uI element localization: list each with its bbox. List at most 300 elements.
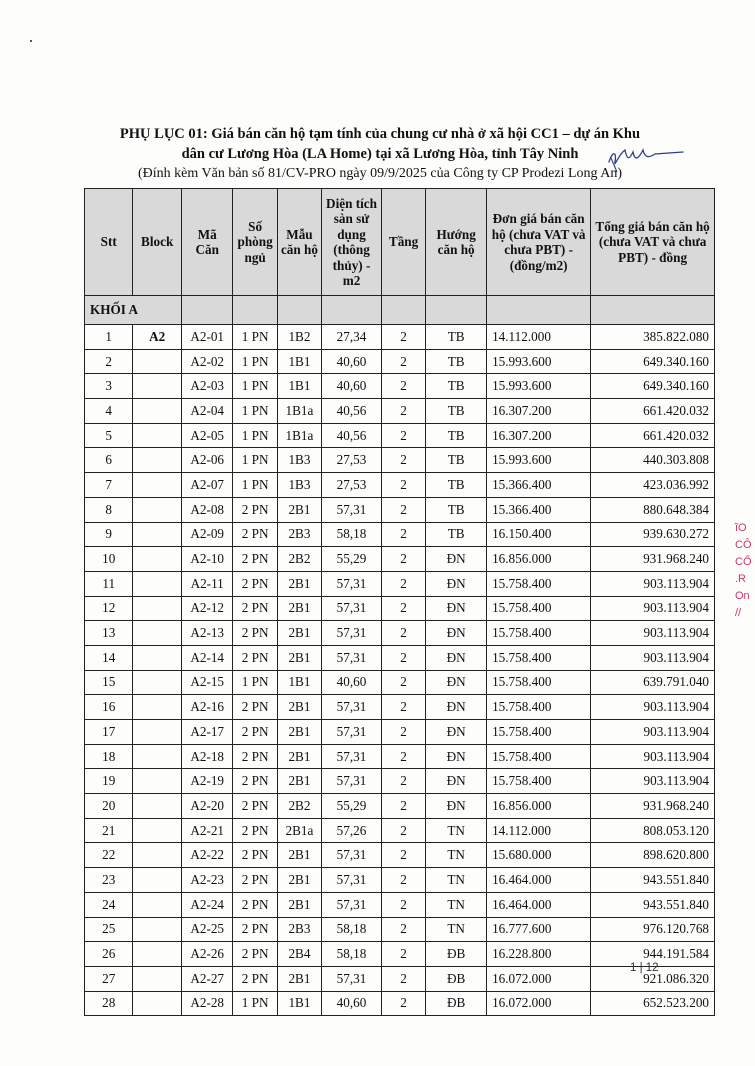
cell-dien-tich: 57,31 xyxy=(322,497,382,522)
cell-so-phong: 2 PN xyxy=(233,818,277,843)
cell-huong: ĐN xyxy=(426,645,487,670)
cell-block xyxy=(133,695,181,720)
cell-mau-can: 2B2 xyxy=(277,794,321,819)
title-line-1: PHỤ LỤC 01: Giá bán căn hộ tạm tính của chung cư nhà ở xã hội CC1 – dự án Khu xyxy=(119,126,641,142)
cell-stt: 27 xyxy=(85,966,133,991)
table-row xyxy=(85,818,715,843)
cell-stt: 4 xyxy=(85,399,133,424)
cell-dien-tich: 40,56 xyxy=(322,423,382,448)
cell-dien-tich: 57,31 xyxy=(322,868,382,893)
cell-so-phong: 2 PN xyxy=(233,917,277,942)
cell-tong-gia: 808.053.120 xyxy=(591,818,715,843)
cell-dien-tich: 27,53 xyxy=(322,448,382,473)
cell-ma-can: A2-24 xyxy=(181,892,233,917)
cell-stt: 1 xyxy=(85,325,133,350)
cell-block xyxy=(133,744,181,769)
cell-ma-can: A2-28 xyxy=(181,991,233,1016)
cell-stt: 23 xyxy=(85,868,133,893)
cell-ma-can: A2-01 xyxy=(181,325,233,350)
table-row xyxy=(85,744,715,769)
cell-mau-can: 2B1 xyxy=(277,720,321,745)
cell-tang: 2 xyxy=(381,769,425,794)
cell-block xyxy=(133,892,181,917)
cell-stt: 7 xyxy=(85,473,133,498)
cell-so-phong: 2 PN xyxy=(233,621,277,646)
cell-don-gia: 16.777.600 xyxy=(487,917,591,942)
cell-stt: 22 xyxy=(85,843,133,868)
cell-ma-can: A2-11 xyxy=(181,571,233,596)
cell-block xyxy=(133,596,181,621)
cell-tong-gia: 639.791.040 xyxy=(591,670,715,695)
header-dien-tich: Diện tích sàn sử dụng (thông thủy) - m2 xyxy=(322,189,382,296)
cell-huong: TN xyxy=(426,818,487,843)
scan-speck xyxy=(30,40,32,42)
cell-so-phong: 2 PN xyxy=(233,769,277,794)
cell-dien-tich: 40,60 xyxy=(322,349,382,374)
page-number: 1 | 12 xyxy=(630,962,659,974)
cell-don-gia: 15.758.400 xyxy=(487,769,591,794)
cell-don-gia: 15.758.400 xyxy=(487,670,591,695)
cell-tang: 2 xyxy=(381,423,425,448)
cell-tang: 2 xyxy=(381,473,425,498)
cell-dien-tich: 57,31 xyxy=(322,843,382,868)
cell-ma-can: A2-09 xyxy=(181,522,233,547)
cell-don-gia: 15.758.400 xyxy=(487,571,591,596)
table-row xyxy=(85,621,715,646)
cell-ma-can: A2-10 xyxy=(181,547,233,572)
cell-stt: 17 xyxy=(85,720,133,745)
cell-ma-can: A2-14 xyxy=(181,645,233,670)
cell-block: A2 xyxy=(133,325,181,350)
cell-block xyxy=(133,917,181,942)
cell-tong-gia: 903.113.904 xyxy=(591,645,715,670)
cell-huong: ĐB xyxy=(426,942,487,967)
cell-ma-can: A2-06 xyxy=(181,448,233,473)
cell-huong: ĐN xyxy=(426,571,487,596)
header-mau-can: Mẫu căn hộ xyxy=(277,189,321,296)
cell-tong-gia: 903.113.904 xyxy=(591,720,715,745)
cell-stt: 24 xyxy=(85,892,133,917)
cell-so-phong: 2 PN xyxy=(233,596,277,621)
section-label: KHỐI A xyxy=(85,296,182,325)
cell-don-gia: 15.993.600 xyxy=(487,448,591,473)
cell-so-phong: 2 PN xyxy=(233,868,277,893)
cell-dien-tich: 57,31 xyxy=(322,769,382,794)
cell-so-phong: 1 PN xyxy=(233,991,277,1016)
cell-block xyxy=(133,547,181,572)
cell-dien-tich: 40,60 xyxy=(322,374,382,399)
cell-dien-tich: 57,31 xyxy=(322,571,382,596)
cell-mau-can: 2B1 xyxy=(277,596,321,621)
cell-ma-can: A2-27 xyxy=(181,966,233,991)
cell-don-gia: 16.464.000 xyxy=(487,868,591,893)
cell-don-gia: 16.072.000 xyxy=(487,991,591,1016)
cell-tang: 2 xyxy=(381,349,425,374)
cell-don-gia: 15.758.400 xyxy=(487,695,591,720)
table-row xyxy=(85,991,715,1016)
cell-block xyxy=(133,349,181,374)
cell-so-phong: 1 PN xyxy=(233,473,277,498)
cell-mau-can: 2B1 xyxy=(277,769,321,794)
cell-tang: 2 xyxy=(381,966,425,991)
cell-block xyxy=(133,843,181,868)
table-row xyxy=(85,349,715,374)
header-block: Block xyxy=(133,189,181,296)
table-row xyxy=(85,868,715,893)
cell-mau-can: 2B3 xyxy=(277,917,321,942)
cell-mau-can: 2B1 xyxy=(277,571,321,596)
cell-so-phong: 2 PN xyxy=(233,645,277,670)
cell-stt: 6 xyxy=(85,448,133,473)
cell-so-phong: 1 PN xyxy=(233,423,277,448)
cell-dien-tich: 57,31 xyxy=(322,621,382,646)
table-row xyxy=(85,670,715,695)
cell-block xyxy=(133,645,181,670)
cell-dien-tich: 57,31 xyxy=(322,720,382,745)
cell-don-gia: 15.993.600 xyxy=(487,374,591,399)
cell-stt: 9 xyxy=(85,522,133,547)
cell-don-gia: 16.856.000 xyxy=(487,547,591,572)
cell-huong: TB xyxy=(426,349,487,374)
header-huong: Hướng căn hộ xyxy=(426,189,487,296)
cell-don-gia: 15.758.400 xyxy=(487,744,591,769)
cell-don-gia: 14.112.000 xyxy=(487,325,591,350)
cell-mau-can: 2B4 xyxy=(277,942,321,967)
cell-don-gia: 16.150.400 xyxy=(487,522,591,547)
cell-don-gia: 16.072.000 xyxy=(487,966,591,991)
cell-don-gia: 15.758.400 xyxy=(487,720,591,745)
cell-tang: 2 xyxy=(381,942,425,967)
cell-so-phong: 2 PN xyxy=(233,892,277,917)
cell-so-phong: 1 PN xyxy=(233,349,277,374)
cell-so-phong: 1 PN xyxy=(233,374,277,399)
table-row xyxy=(85,497,715,522)
cell-don-gia: 15.680.000 xyxy=(487,843,591,868)
cell-huong: TB xyxy=(426,497,487,522)
table-row xyxy=(85,769,715,794)
cell-don-gia: 16.856.000 xyxy=(487,794,591,819)
cell-mau-can: 1B1 xyxy=(277,670,321,695)
cell-so-phong: 1 PN xyxy=(233,325,277,350)
cell-dien-tich: 58,18 xyxy=(322,942,382,967)
table-row xyxy=(85,547,715,572)
table-row xyxy=(85,966,715,991)
cell-dien-tich: 27,34 xyxy=(322,325,382,350)
cell-don-gia: 15.993.600 xyxy=(487,349,591,374)
cell-tong-gia: 440.303.808 xyxy=(591,448,715,473)
cell-tong-gia: 903.113.904 xyxy=(591,744,715,769)
cell-tong-gia: 898.620.800 xyxy=(591,843,715,868)
header-tang: Tầng xyxy=(381,189,425,296)
cell-block xyxy=(133,991,181,1016)
cell-mau-can: 1B1a xyxy=(277,423,321,448)
cell-tang: 2 xyxy=(381,596,425,621)
table-row xyxy=(85,423,715,448)
cell-stt: 13 xyxy=(85,621,133,646)
cell-so-phong: 2 PN xyxy=(233,547,277,572)
cell-huong: TB xyxy=(426,522,487,547)
cell-huong: TB xyxy=(426,448,487,473)
cell-mau-can: 2B1 xyxy=(277,744,321,769)
cell-mau-can: 1B3 xyxy=(277,448,321,473)
cell-don-gia: 15.366.400 xyxy=(487,473,591,498)
cell-mau-can: 1B3 xyxy=(277,473,321,498)
cell-tang: 2 xyxy=(381,843,425,868)
cell-dien-tich: 40,60 xyxy=(322,670,382,695)
cell-block xyxy=(133,794,181,819)
cell-block xyxy=(133,818,181,843)
header-so-phong: Số phòng ngủ xyxy=(233,189,277,296)
cell-stt: 14 xyxy=(85,645,133,670)
table-row xyxy=(85,892,715,917)
cell-so-phong: 2 PN xyxy=(233,571,277,596)
cell-don-gia: 16.228.800 xyxy=(487,942,591,967)
cell-huong: TB xyxy=(426,325,487,350)
cell-don-gia: 15.758.400 xyxy=(487,596,591,621)
header-tong-gia: Tổng giá bán căn hộ (chưa VAT và chưa PBT) - đồng xyxy=(591,189,715,296)
cell-stt: 16 xyxy=(85,695,133,720)
cell-so-phong: 1 PN xyxy=(233,670,277,695)
cell-tong-gia: 661.420.032 xyxy=(591,423,715,448)
cell-so-phong: 2 PN xyxy=(233,794,277,819)
cell-tong-gia: 903.113.904 xyxy=(591,596,715,621)
cell-tong-gia: 931.968.240 xyxy=(591,547,715,572)
table-row xyxy=(85,695,715,720)
table-row xyxy=(85,473,715,498)
table-row xyxy=(85,399,715,424)
cell-ma-can: A2-13 xyxy=(181,621,233,646)
table-body xyxy=(85,296,715,1016)
cell-mau-can: 2B1 xyxy=(277,695,321,720)
cell-ma-can: A2-08 xyxy=(181,497,233,522)
cell-don-gia: 16.307.200 xyxy=(487,423,591,448)
cell-huong: ĐN xyxy=(426,547,487,572)
cell-stt: 20 xyxy=(85,794,133,819)
cell-don-gia: 15.758.400 xyxy=(487,621,591,646)
cell-so-phong: 1 PN xyxy=(233,399,277,424)
cell-dien-tich: 57,31 xyxy=(322,744,382,769)
table-row xyxy=(85,917,715,942)
cell-dien-tich: 57,31 xyxy=(322,645,382,670)
cell-dien-tich: 40,56 xyxy=(322,399,382,424)
cell-huong: TN xyxy=(426,917,487,942)
cell-huong: ĐB xyxy=(426,966,487,991)
table-row xyxy=(85,645,715,670)
cell-stt: 21 xyxy=(85,818,133,843)
table-row xyxy=(85,596,715,621)
cell-dien-tich: 57,31 xyxy=(322,966,382,991)
table-row xyxy=(85,522,715,547)
cell-mau-can: 2B3 xyxy=(277,522,321,547)
cell-huong: ĐN xyxy=(426,695,487,720)
cell-tong-gia: 944.191.584 xyxy=(591,942,715,967)
table-row xyxy=(85,448,715,473)
cell-huong: TB xyxy=(426,473,487,498)
cell-dien-tich: 40,60 xyxy=(322,991,382,1016)
table-row xyxy=(85,794,715,819)
cell-stt: 19 xyxy=(85,769,133,794)
cell-stt: 3 xyxy=(85,374,133,399)
cell-block xyxy=(133,571,181,596)
cell-ma-can: A2-04 xyxy=(181,399,233,424)
cell-so-phong: 1 PN xyxy=(233,448,277,473)
cell-block xyxy=(133,868,181,893)
cell-tong-gia: 903.113.904 xyxy=(591,621,715,646)
cell-tong-gia: 903.113.904 xyxy=(591,769,715,794)
cell-tong-gia: 921.086.320 xyxy=(591,966,715,991)
cell-tong-gia: 943.551.840 xyxy=(591,868,715,893)
cell-mau-can: 2B1 xyxy=(277,868,321,893)
cell-huong: ĐN xyxy=(426,720,487,745)
cell-stt: 26 xyxy=(85,942,133,967)
cell-tong-gia: 939.630.272 xyxy=(591,522,715,547)
cell-mau-can: 1B1 xyxy=(277,991,321,1016)
cell-tang: 2 xyxy=(381,744,425,769)
cell-huong: TB xyxy=(426,423,487,448)
cell-tong-gia: 649.340.160 xyxy=(591,349,715,374)
header-ma-can: Mã Căn xyxy=(181,189,233,296)
cell-stt: 10 xyxy=(85,547,133,572)
cell-tang: 2 xyxy=(381,325,425,350)
cell-tang: 2 xyxy=(381,448,425,473)
cell-don-gia: 15.758.400 xyxy=(487,645,591,670)
cell-tang: 2 xyxy=(381,991,425,1016)
table-row xyxy=(85,374,715,399)
cell-mau-can: 2B1 xyxy=(277,621,321,646)
cell-mau-can: 2B1 xyxy=(277,966,321,991)
cell-tong-gia: 903.113.904 xyxy=(591,695,715,720)
table-row xyxy=(85,325,715,350)
table-header xyxy=(85,189,715,296)
cell-don-gia: 14.112.000 xyxy=(487,818,591,843)
cell-stt: 2 xyxy=(85,349,133,374)
cell-huong: TN xyxy=(426,868,487,893)
cell-so-phong: 2 PN xyxy=(233,744,277,769)
cell-stt: 5 xyxy=(85,423,133,448)
cell-mau-can: 2B1 xyxy=(277,645,321,670)
table-row xyxy=(85,720,715,745)
cell-tong-gia: 385.822.080 xyxy=(591,325,715,350)
cell-mau-can: 2B2 xyxy=(277,547,321,572)
cell-mau-can: 2B1a xyxy=(277,818,321,843)
cell-ma-can: A2-21 xyxy=(181,818,233,843)
cell-dien-tich: 57,31 xyxy=(322,695,382,720)
cell-stt: 18 xyxy=(85,744,133,769)
cell-huong: ĐN xyxy=(426,744,487,769)
cell-tong-gia: 880.648.384 xyxy=(591,497,715,522)
header-stt: Stt xyxy=(85,189,133,296)
cell-huong: ĐN xyxy=(426,670,487,695)
cell-mau-can: 1B1 xyxy=(277,349,321,374)
cell-block xyxy=(133,522,181,547)
cell-mau-can: 2B1 xyxy=(277,892,321,917)
cell-ma-can: A2-17 xyxy=(181,720,233,745)
cell-mau-can: 1B2 xyxy=(277,325,321,350)
cell-ma-can: A2-20 xyxy=(181,794,233,819)
cell-huong: ĐN xyxy=(426,596,487,621)
cell-tong-gia: 943.551.840 xyxy=(591,892,715,917)
cell-don-gia: 16.307.200 xyxy=(487,399,591,424)
cell-ma-can: A2-19 xyxy=(181,769,233,794)
cell-dien-tich: 57,26 xyxy=(322,818,382,843)
document-subtitle: (Đính kèm Văn bản số 81/CV-PRO ngày 09/9/2025 của Công ty CP Prodezi Long An) xyxy=(137,166,623,181)
cell-ma-can: A2-07 xyxy=(181,473,233,498)
cell-tang: 2 xyxy=(381,917,425,942)
cell-stt: 25 xyxy=(85,917,133,942)
cell-tang: 2 xyxy=(381,818,425,843)
cell-so-phong: 2 PN xyxy=(233,522,277,547)
cell-tong-gia: 931.968.240 xyxy=(591,794,715,819)
cell-so-phong: 2 PN xyxy=(233,942,277,967)
cell-huong: TN xyxy=(426,843,487,868)
cell-tong-gia: 423.036.992 xyxy=(591,473,715,498)
cell-tang: 2 xyxy=(381,794,425,819)
cell-tang: 2 xyxy=(381,571,425,596)
cell-block xyxy=(133,720,181,745)
cell-mau-can: 2B1 xyxy=(277,497,321,522)
cell-so-phong: 2 PN xyxy=(233,497,277,522)
cell-stt: 11 xyxy=(85,571,133,596)
cell-dien-tich: 27,53 xyxy=(322,473,382,498)
cell-mau-can: 2B1 xyxy=(277,843,321,868)
table-row xyxy=(85,942,715,967)
cell-tong-gia: 661.420.032 xyxy=(591,399,715,424)
cell-block xyxy=(133,399,181,424)
cell-stt: 8 xyxy=(85,497,133,522)
cell-dien-tich: 55,29 xyxy=(322,794,382,819)
cell-don-gia: 16.464.000 xyxy=(487,892,591,917)
cell-ma-can: A2-25 xyxy=(181,917,233,942)
table-row xyxy=(85,843,715,868)
cell-block xyxy=(133,473,181,498)
cell-dien-tich: 57,31 xyxy=(322,596,382,621)
cell-stt: 12 xyxy=(85,596,133,621)
cell-tang: 2 xyxy=(381,547,425,572)
cell-tong-gia: 649.340.160 xyxy=(591,374,715,399)
cell-ma-can: A2-03 xyxy=(181,374,233,399)
section-row xyxy=(85,296,715,325)
cell-tong-gia: 976.120.768 xyxy=(591,917,715,942)
cell-huong: TB xyxy=(426,399,487,424)
cell-so-phong: 2 PN xyxy=(233,843,277,868)
cell-huong: TB xyxy=(426,374,487,399)
cell-dien-tich: 58,18 xyxy=(322,917,382,942)
cell-tong-gia: 652.523.200 xyxy=(591,991,715,1016)
cell-ma-can: A2-05 xyxy=(181,423,233,448)
cell-mau-can: 1B1 xyxy=(277,374,321,399)
cell-ma-can: A2-16 xyxy=(181,695,233,720)
cell-ma-can: A2-15 xyxy=(181,670,233,695)
cell-tang: 2 xyxy=(381,399,425,424)
cell-so-phong: 2 PN xyxy=(233,966,277,991)
table-row xyxy=(85,571,715,596)
header-row xyxy=(85,189,715,296)
cell-ma-can: A2-22 xyxy=(181,843,233,868)
cell-block xyxy=(133,769,181,794)
cell-block xyxy=(133,374,181,399)
cell-don-gia: 15.366.400 xyxy=(487,497,591,522)
cell-tang: 2 xyxy=(381,892,425,917)
red-stamp-mark: ĩO CÔ CỔ .R On // xyxy=(735,522,752,619)
cell-dien-tich: 58,18 xyxy=(322,522,382,547)
cell-block xyxy=(133,621,181,646)
cell-tang: 2 xyxy=(381,695,425,720)
cell-tong-gia: 903.113.904 xyxy=(591,571,715,596)
cell-huong: ĐB xyxy=(426,991,487,1016)
cell-huong: TN xyxy=(426,892,487,917)
cell-tang: 2 xyxy=(381,522,425,547)
cell-block xyxy=(133,497,181,522)
